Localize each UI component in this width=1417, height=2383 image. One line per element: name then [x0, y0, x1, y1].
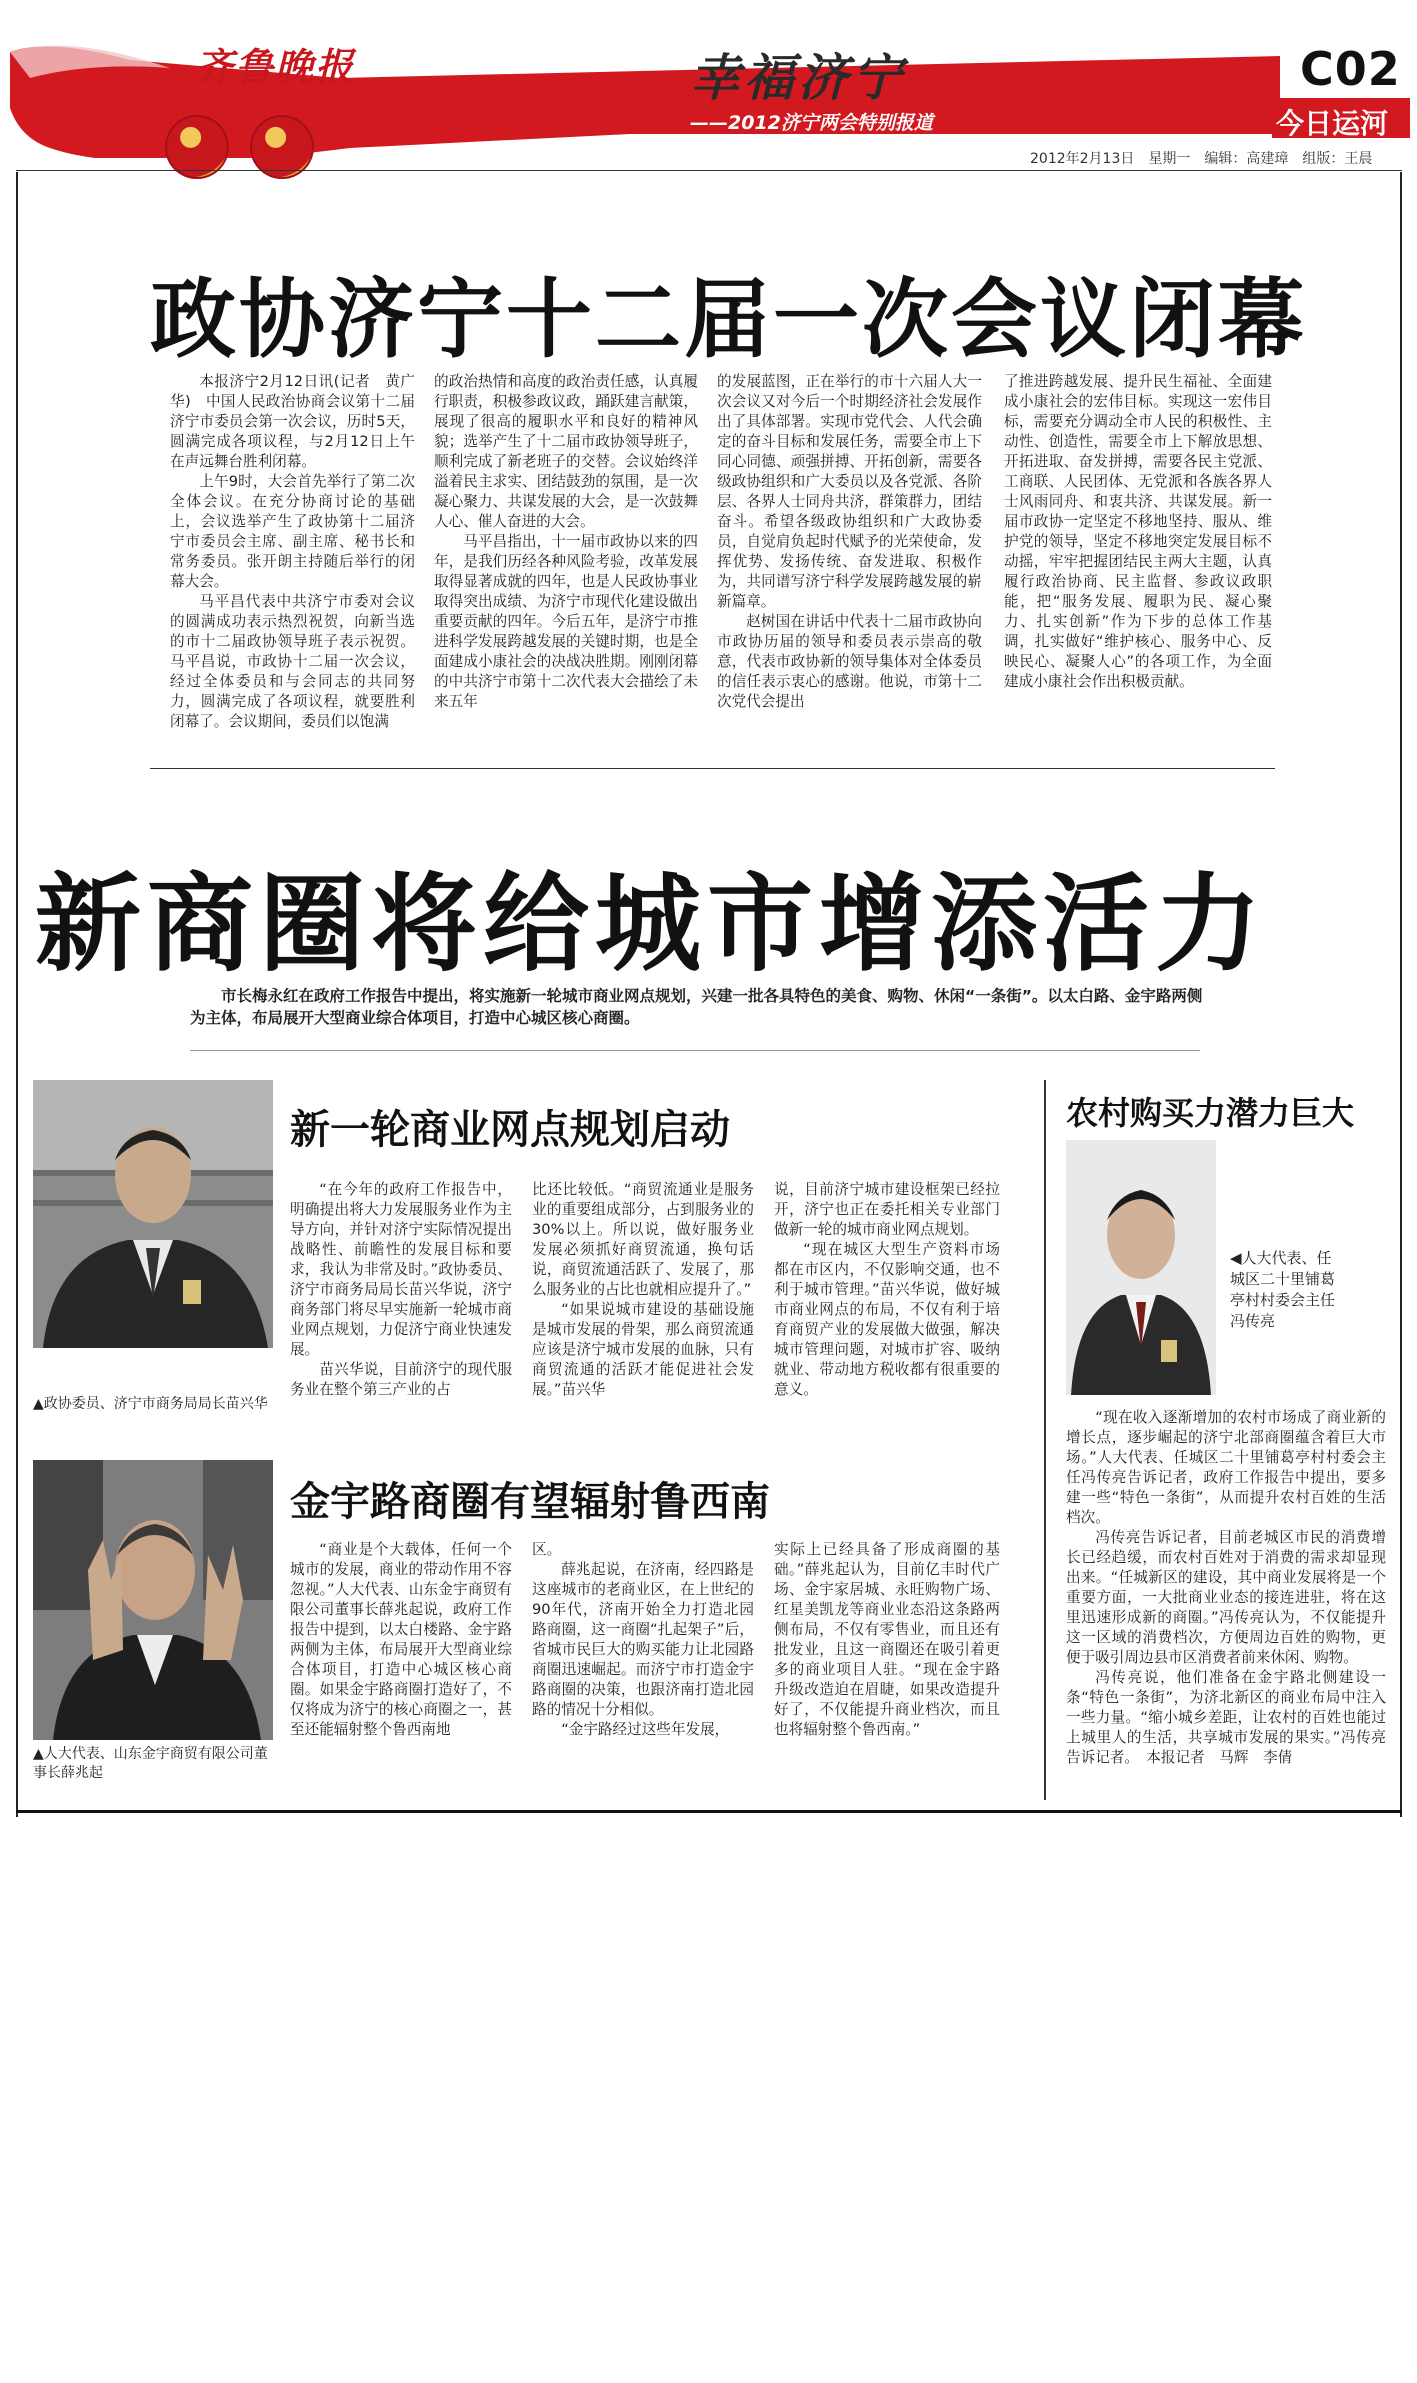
article1-column-4 [1004, 372, 1272, 747]
paragraph: 马平昌代表中共济宁市委对会议的圆满成功表示热烈祝贺，向新当选的市十二届政协领导班子表示祝贺。马平昌说，市政协十二届一次会议，经过全体委员和与会同志的共同努力，圆满完成了各项议程，就要胜利闭幕了。会议期间，委员们以饱满 [170, 593, 415, 730]
paragraph: “现在城区大型生产资料市场都在市区内，不仅影响交通，也不利于城市管理。”苗兴华说，做好城市商业网点的布局，不仅有利于培育商贸产业的发展做大做强，解决城市管理问题，对城市扩容、吸纳就业、带动地方税收都有很重要的意义。 [774, 1241, 1000, 1398]
article1-headline: 政协济宁十二届一次会议闭幕 [150, 270, 1307, 370]
sidebar-title: 农村购买力潜力巨大 [1066, 1094, 1355, 1132]
paragraph: 上午9时，大会首先举行了第二次全体会议。在充分协商讨论的基础上，会议选举产生了政协第十二届济宁市委员会主席、副主席、秘书长和常务委员。张开朗主持随后举行的闭幕大会。 [170, 473, 415, 590]
paragraph: 马平昌指出，十一届市政协以来的四年，是我们历经各种风险考验，改革发展取得显著成就的四年，也是人民政协事业取得突出成绩、为济宁市现代化建设做出重要贡献的四年。今后五年，是济宁市推进科学发展跨越发展的关键时期，也是全面建成小康社会的决战决胜期。刚刚闭幕的中共济宁市第十二次代表大会描绘了未来五年 [434, 533, 698, 710]
article2-headline: 新商圈将给城市增添活力 [35, 863, 1267, 986]
section-name: 今日运河 [1276, 107, 1389, 140]
article1-column-3 [717, 372, 982, 747]
article2-lead [190, 985, 1210, 1029]
photo-feng-chuanliang [1066, 1140, 1216, 1395]
header-rule [16, 170, 1402, 171]
banner-title: 幸福济宁 [690, 48, 906, 107]
issue-meta: 2012年2月13日 星期一 编辑：高建璋 组版：王晨 [1030, 151, 1373, 167]
page-code: C02 [1300, 42, 1401, 96]
paragraph: “在今年的政府工作报告中，明确提出将大力发展服务业作为主导方向，并针对济宁实际情况提出战略性、前瞻性的发展目标和要求，我认为非常及时。”政协委员、济宁市商务局局长苗兴华说，济宁商务部门将尽早实施新一轮城市商业网点规划，力促济宁商业快速发展。 [290, 1181, 512, 1358]
paragraph: “现在收入逐渐增加的农村市场成了商业新的增长点，逐步崛起的济宁北部商圈蕴含着巨大市场。”人大代表、任城区二十里铺葛亭村村委会主任冯传亮告诉记者，政府工作报告中提出，要多建一些“特色一条街”，从而提升农村百姓的生活档次。 [1066, 1409, 1386, 1526]
paragraph: “商业是个大载体，任何一个城市的发展，商业的带动作用不容忽视。”人大代表、山东金宇商贸有限公司董事长薛兆起说，政府工作报告中提到，以太白楼路、金宇路两侧为主体，布局展开大型商业综合体项目，打造中心城区核心商圈。如果金宇路商圈打造好了，不仅将成为济宁的核心商圈之一，甚至还能辐射整个鲁西南地 [290, 1541, 512, 1738]
paragraph: 赵树国在讲话中代表十二届市政协向市政协历届的领导和委员表示崇高的敬意，代表市政协新的领导集体对全体委员的信任表示衷心的感谢。他说，市第十二次党代会提出 [717, 613, 982, 710]
paragraph: 的发展蓝图，正在举行的市十六届人大一次会议又对今后一个时期经济社会发展作出了具体部署。实现市党代会、人代会确定的奋斗目标和发展任务，需要全市上下同心同德、顽强拼搏、开拓创新，需要各级政协组织和广大委员以及各党派、各阶层、各界人士同舟共济，群策群力，团结奋斗。希望各级政协组织和广大政协委员，自觉肩负起时代赋予的光荣使命，发挥优势、发扬传统、奋发进取、积极作为，共同谱写济宁科学发展跨越发展的崭新篇章。 [717, 373, 982, 610]
photo-caption-miao-xinghua: ▲政协委员、济宁市商务局局长苗兴华 [33, 1396, 268, 1412]
paragraph: 薛兆起说，在济南，经四路是这座城市的老商业区，在上世纪的90年代，济南开始全力打造北园路商圈，这一商圈“扎起架子”后，省城市民巨大的购买能力让北园路商圈迅速崛起。而济宁市打造金宇路商圈的决策，也跟济南打造北园路的情况十分相似。 [532, 1561, 754, 1718]
section2-column-1 [290, 1540, 512, 1800]
photo-miao-xinghua [33, 1080, 273, 1348]
page-bottom-rule [16, 1810, 1402, 1813]
page-border-right [1400, 172, 1402, 1817]
lead-rule [190, 1050, 1200, 1051]
paragraph: 实际上已经具备了形成商圈的基础。”薛兆起认为，目前亿丰时代广场、金宇家居城、永旺购物广场、红星美凯龙等商业业态沿这条路两侧布局，不仅有零售业，而且还有批发业，且这一商圈还在吸引着更多的商业项目人驻。“现在金宇路升级改造迫在眉睫，如果改造提升好了，不仅能提升商业档次，而且也将辐射整个鲁西南。” [774, 1541, 1000, 1738]
photo-caption-feng-chuanliang: ◀人大代表、任城区二十里铺葛亭村村委会主任冯传亮 [1230, 1249, 1336, 1330]
section2-title: 金宇路商圈有望辐射鲁西南 [290, 1479, 770, 1525]
photo-caption-xue-zhaoqi: ▲人大代表、山东金宇商贸有限公司董事长薛兆起 [33, 1746, 268, 1781]
sidebar-body [1066, 1408, 1386, 1803]
article1-column-2 [434, 372, 698, 747]
section1-column-3 [774, 1180, 1000, 1435]
article1-bottom-rule [150, 768, 1275, 769]
masthead-logo: 齐鲁晚报 [195, 44, 356, 89]
paragraph: 区。 [532, 1541, 562, 1558]
lead-paragraph: 市长梅永红在政府工作报告中提出，将实施新一轮城市商业网点规划，兴建一批各具特色的美食、购物、休闲“一条街”。以太白路、金宇路两侧为主体，布局展开大型商业综合体项目，打造中心城区核心商圈。 [190, 987, 1203, 1027]
section2-column-3 [774, 1540, 1000, 1800]
paragraph: 苗兴华说，目前济宁的现代服务业在整个第三产业的占 [290, 1361, 512, 1398]
section1-title: 新一轮商业网点规划启动 [290, 1107, 730, 1153]
paragraph: “金宇路经过这些年发展， [561, 1721, 730, 1738]
paragraph: 说，目前济宁城市建设框架已经拉开，济宁也正在委托相关专业部门做新一轮的城市商业网点规划。 [774, 1181, 1000, 1238]
portrait-image [33, 1460, 273, 1740]
portrait-image [33, 1080, 273, 1348]
paragraph: 的政治热情和高度的政治责任感，认真履行职责，积极参政议政，踊跃建言献策，展现了很高的履职水平和良好的精神风貌；选举产生了十二届市政协领导班子，顺利完成了新老班子的交替。会议始终洋溢着民主求实、团结鼓劲的氛围，是一次凝心聚力、共谋发展的大会，是一次鼓舞人心、催人奋进的大会。 [434, 373, 698, 530]
photo-xue-zhaoqi [33, 1460, 273, 1740]
section1-column-1 [290, 1180, 512, 1435]
paragraph: 冯传亮告诉记者，目前老城区市民的消费增长已经趋缓，而农村百姓对于消费的需求却显现出来。“任城新区的建设，其中商业发展将是一个重要方面，一大批商业业态的接连进驻，将在这里迅速形成新的商圈。”冯传亮认为，不仅能提升这一区域的消费档次，方便周边百姓的购物，更便于吸引周边县市区消费者前来休闲、购物。 [1066, 1529, 1386, 1666]
sidebar-divider [1044, 1080, 1046, 1800]
banner-subtitle: ——2012济宁两会特别报道 [690, 112, 933, 134]
section2-column-2 [532, 1540, 754, 1800]
portrait-image [1066, 1140, 1216, 1395]
paragraph: 了推进跨越发展、提升民生福祉、全面建成小康社会的宏伟目标。实现这一宏伟目标，需要充分调动全市人民的积极性、主动性、创造性，需要全市上下解放思想、开拓进取、奋发拼搏，需要各民主党派、工商联、人民团体、无党派和各族各界人士风雨同舟、和衷共济、共谋发展。新一届市政协一定坚定不移地坚持、服从、维护党的领导，坚定不移地突定发展目标不动摇，牢牢把握团结民主两大主题，认真履行政治协商、民主监督、参政议政职能，把“服务发展、履职为民、凝心聚力、扎实创新”作为下步的总体工作基调，扎实做好“维护核心、服务中心、反映民心、凝聚人心”的各项工作，为全面建成小康社会作出积极贡献。 [1004, 373, 1272, 690]
paragraph: 本报济宁2月12日讯(记者 黄广华) 中国人民政治协商会议第十二届济宁市委员会第一次会议，历时5天，圆满完成各项议程，与2月12日上午在声远舞台胜利闭幕。 [170, 373, 415, 470]
paragraph: 比还比较低。“商贸流通业是服务业的重要组成部分，占到服务业的30%以上。所以说，做好服务业发展必须抓好商贸流通，换句话说，商贸流通活跃了、发展了，那么服务业的占比也就相应提升了。” [532, 1181, 754, 1298]
paragraph: “如果说城市建设的基础设施是城市发展的骨架，那么商贸流通应该是济宁城市发展的血脉，只有商贸流通的活跃才能促进社会发展。”苗兴华 [532, 1301, 754, 1398]
paragraph: 冯传亮说，他们准备在金宇路北侧建设一条“特色一条街”，为济北新区的商业布局中注入一些力量。“缩小城乡差距，让农村的百姓也能过上城里人的生活，共享城市发展的果实。”冯传亮告诉记者。 本报记者 马辉 李倩 [1066, 1669, 1386, 1766]
page-border-left [16, 172, 18, 1817]
article1-column-1 [170, 372, 415, 747]
section1-column-2 [532, 1180, 754, 1435]
